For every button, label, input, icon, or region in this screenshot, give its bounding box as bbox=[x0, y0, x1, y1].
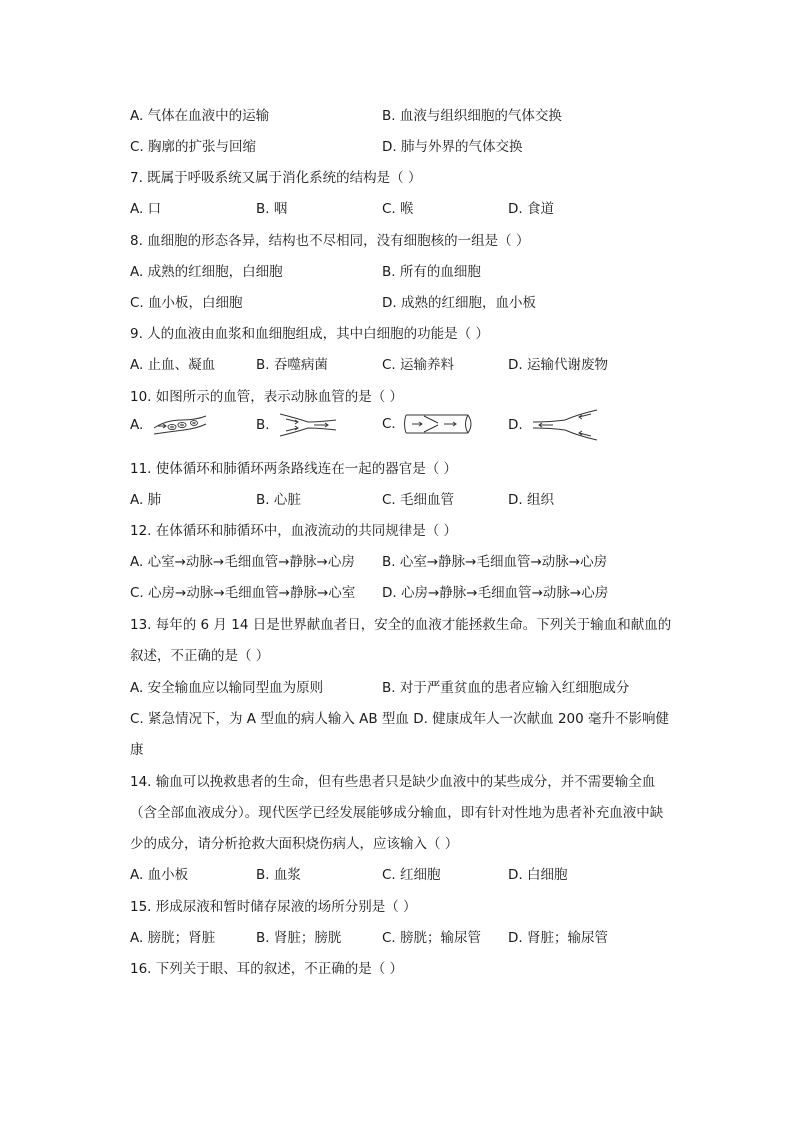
q9-option-a: A. 止血、凝血 bbox=[130, 357, 216, 373]
q13-option-c-d: C. 紧急情况下，为 A 型血的病人输入 AB 型血 D. 健康成年人一次献血 200 毫升不影响健 bbox=[130, 711, 670, 727]
q6-option-c: C. 胸廓的扩张与回缩 bbox=[130, 139, 257, 155]
q9-option-c: C. 运输养料 bbox=[382, 357, 455, 373]
q8-option-d: D. 成熟的红细胞，血小板 bbox=[382, 295, 536, 311]
q10-stem: 10. 如图所示的血管，表示动脉血管的是（ ） bbox=[130, 389, 404, 405]
q11-option-b: B. 心脏 bbox=[256, 492, 301, 508]
q16-stem: 16. 下列关于眼、耳的叙述，不正确的是（ ） bbox=[130, 961, 404, 977]
q6-option-b: B. 血液与组织细胞的气体交换 bbox=[382, 108, 562, 124]
q10-option-a-label: A. bbox=[130, 417, 144, 433]
q12-option-c: C. 心房→动脉→毛细血管→静脉→心室 bbox=[130, 585, 356, 601]
q13-stem-line1: 13. 每年的 6 月 14 日是世界献血者日，安全的血液才能拯救生命。下列关于输血和献血的 bbox=[130, 617, 672, 633]
q10-option-d-label: D. bbox=[508, 417, 523, 433]
q9-option-d: D. 运输代谢废物 bbox=[508, 357, 608, 373]
q10-option-b-label: B. bbox=[256, 417, 270, 433]
q13-option-d-continued: 康 bbox=[130, 742, 144, 758]
q7-option-b: B. 咽 bbox=[256, 201, 288, 217]
q10-option-c bbox=[382, 411, 476, 437]
q12-option-a: A. 心室→动脉→毛细血管→静脉→心房 bbox=[130, 554, 355, 570]
q15-option-a: A. 膀胱；肾脏 bbox=[130, 930, 216, 946]
q8-option-b: B. 所有的血细胞 bbox=[382, 264, 481, 280]
q13-option-b: B. 对于严重贫血的患者应输入红细胞成分 bbox=[382, 680, 630, 696]
q11-option-a: A. 肺 bbox=[130, 492, 162, 508]
q11-option-d: D. 组织 bbox=[508, 492, 554, 508]
q10-option-b bbox=[256, 410, 338, 440]
q8-option-a: A. 成熟的红细胞，白细胞 bbox=[130, 264, 283, 280]
q11-stem: 11. 使体循环和肺循环两条路线连在一起的器官是（ ） bbox=[130, 461, 458, 477]
q14-option-c: C. 红细胞 bbox=[382, 867, 441, 883]
q10-option-d bbox=[508, 408, 599, 442]
q13-option-a: A. 安全输血应以输同型血为原则 bbox=[130, 680, 324, 696]
q12-option-b: B. 心室→静脉→毛细血管→动脉→心房 bbox=[382, 554, 608, 570]
q7-option-d: D. 食道 bbox=[508, 201, 554, 217]
q15-option-c: C. 膀胱；输尿管 bbox=[382, 930, 482, 946]
q15-stem: 15. 形成尿液和暂时储存尿液的场所分别是（ ） bbox=[130, 899, 417, 915]
q14-stem-line1: 14. 输血可以挽救患者的生命，但有些患者只是缺少血液中的某些成分，并不需要输全血 bbox=[130, 774, 656, 790]
q14-stem-line2: （含全部血液成分）。现代医学已经发展能够成分输血，即有针对性地为患者补充血液中缺 bbox=[130, 805, 664, 821]
q6-option-d: D. 肺与外界的气体交换 bbox=[382, 139, 523, 155]
converging-vessel-figure bbox=[278, 410, 338, 440]
q12-option-d: D. 心房→静脉→毛细血管→动脉→心房 bbox=[382, 585, 609, 601]
q7-option-a: A. 口 bbox=[130, 201, 162, 217]
q13-stem-line2: 叙述，不正确的是（ ） bbox=[130, 648, 270, 664]
q9-option-b: B. 吞噬病菌 bbox=[256, 357, 328, 373]
q6-option-a: A. 气体在血液中的运输 bbox=[130, 108, 270, 124]
q14-stem-line3: 少的成分，请分析抢救大面积烧伤病人，应该输入（ ） bbox=[130, 836, 459, 852]
diverging-vessel-figure bbox=[531, 408, 599, 442]
q8-stem: 8. 血细胞的形态各异，结构也不尽相同，没有细胞核的一组是（ ） bbox=[130, 233, 530, 249]
q14-option-d: D. 白细胞 bbox=[508, 867, 568, 883]
q15-option-b: B. 肾脏；膀胱 bbox=[256, 930, 342, 946]
q10-option-a bbox=[130, 412, 208, 438]
q9-stem: 9. 人的血液由血浆和血细胞组成，其中白细胞的功能是（ ） bbox=[130, 326, 489, 342]
capillary-figure bbox=[152, 412, 208, 438]
q12-stem: 12. 在体循环和肺循环中，血液流动的共同规律是（ ） bbox=[130, 523, 458, 539]
valved-vein-figure bbox=[404, 411, 476, 437]
q8-option-c: C. 血小板，白细胞 bbox=[130, 295, 243, 311]
q14-option-b: B. 血浆 bbox=[256, 867, 301, 883]
q14-option-a: A. 血小板 bbox=[130, 867, 189, 883]
q11-option-c: C. 毛细血管 bbox=[382, 492, 455, 508]
q7-stem: 7. 既属于呼吸系统又属于消化系统的结构是（ ） bbox=[130, 170, 422, 186]
q15-option-d: D. 肾脏；输尿管 bbox=[508, 930, 608, 946]
q7-option-c: C. 喉 bbox=[382, 201, 414, 217]
q10-option-c-label: C. bbox=[382, 416, 396, 432]
